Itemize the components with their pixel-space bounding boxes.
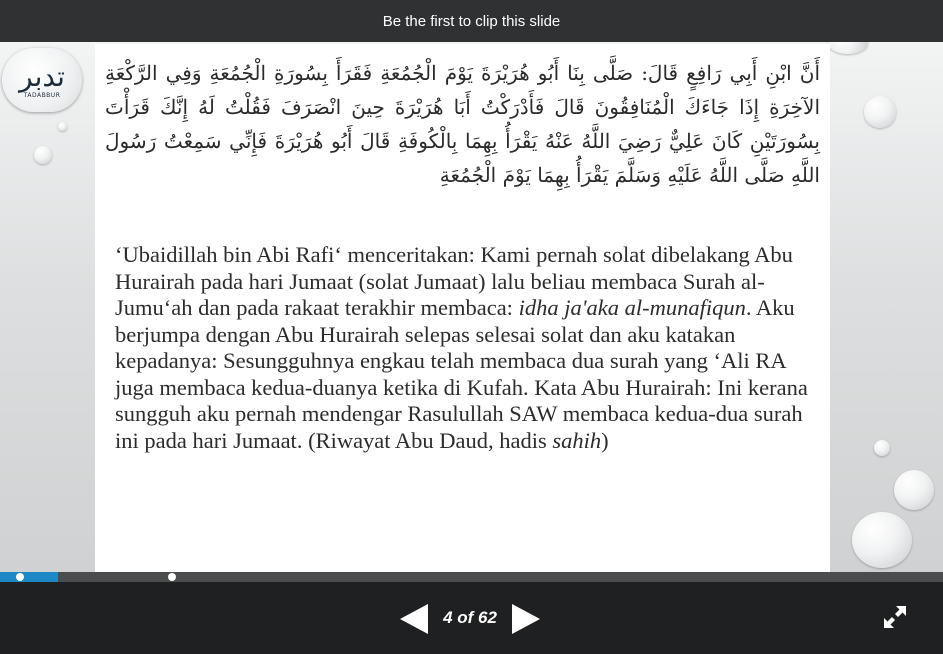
bubble-decoration	[864, 96, 896, 128]
bubble-decoration	[58, 122, 67, 131]
slide-counter: 4 of 62	[443, 608, 497, 627]
logo-text: TADABBUR	[23, 91, 61, 99]
translation-italic: sahih	[552, 427, 602, 453]
slide-content	[95, 44, 830, 572]
slide-area	[0, 42, 943, 572]
progress-bar[interactable]	[0, 572, 943, 582]
clip-slide-bar[interactable]	[0, 0, 943, 42]
bubble-decoration	[894, 470, 934, 510]
player-controls	[0, 582, 943, 654]
bubble-decoration	[852, 512, 912, 568]
progress-fill	[0, 572, 58, 582]
arabic-hadith-text: أَنَّ ابْنِ أَبِي رَافِعٍ قَالَ: صَلَّى بِنَا أَبُو هُرَيْرَةَ يَوْمَ الْجُمُعَةِ فَقَرَأَ بِسُورَةِ الْجُمُعَةِ وَفِي الرَّكْعَةِ الآخِرَةِ إِذَا جَاءَكَ الْمُنَافِقُونَ قَالَ فَأَدْرَكْتُ أَبَا هُرَيْرَةَ حِينَ انْصَرَفَ فَقُلْتُ لَهُ إِنَّكَ قَرَأْتَ بِسُورَتَيْنِ كَانَ عَلِيٌّ رَضِيَ اللَّهُ عَنْهُ يَقْرَأُ بِهِمَا بِالْكُوفَةِ قَالَ أَبُو هُرَيْرَةَ فَإِنِّي سَمِعْتُ رَسُولَ اللَّهِ صَلَّى اللَّهُ عَلَيْهِ وَسَلَّمَ يَقْرَأُ بِهِمَا يَوْمَ الْجُمُعَةِ	[105, 61, 820, 187]
logo	[2, 48, 82, 112]
previous-slide-button[interactable]	[400, 604, 428, 634]
translation-text: )	[601, 427, 609, 453]
clip-slide-text[interactable]: Be the first to clip this slide	[382, 12, 561, 30]
bubble-decoration	[874, 440, 890, 456]
bubble-decoration	[828, 42, 868, 54]
malay-translation	[115, 242, 820, 454]
translation-italic: idha ja'aka al-munafiqun	[518, 295, 746, 320]
next-slide-button[interactable]	[512, 604, 540, 634]
expand-icon[interactable]	[882, 604, 908, 630]
translation-text: ‘Ubaidillah bin Abi Rafi‘ menceritakan: Kami pernah solat dibelakang Abu Hurairah pada hari Jumaat (solat Jumaat) lalu beliau membaca Surah al-Jumu‘ah dan pada rakaat terakhir membaca:	[115, 242, 793, 320]
logo-mark: تدبر	[19, 59, 65, 93]
progress-marker[interactable]	[168, 573, 176, 581]
bubble-decoration	[34, 146, 52, 164]
progress-handle[interactable]	[16, 573, 24, 581]
translation-text: . Aku berjumpa dengan Abu Hurairah selepas selesai solat dan aku katakan kepadanya: Sesungguhnya engkau telah membaca dua surah yang ‘Ali RA juga membaca kedua-duanya ketika di Kufah. Kata Abu Hurairah: Ini kerana sungguh aku pernah mendengar Rasulullah SAW membaca kedua-dua surah ini pada hari Jumaat. (Riwayat Abu Daud, hadis	[115, 295, 808, 453]
